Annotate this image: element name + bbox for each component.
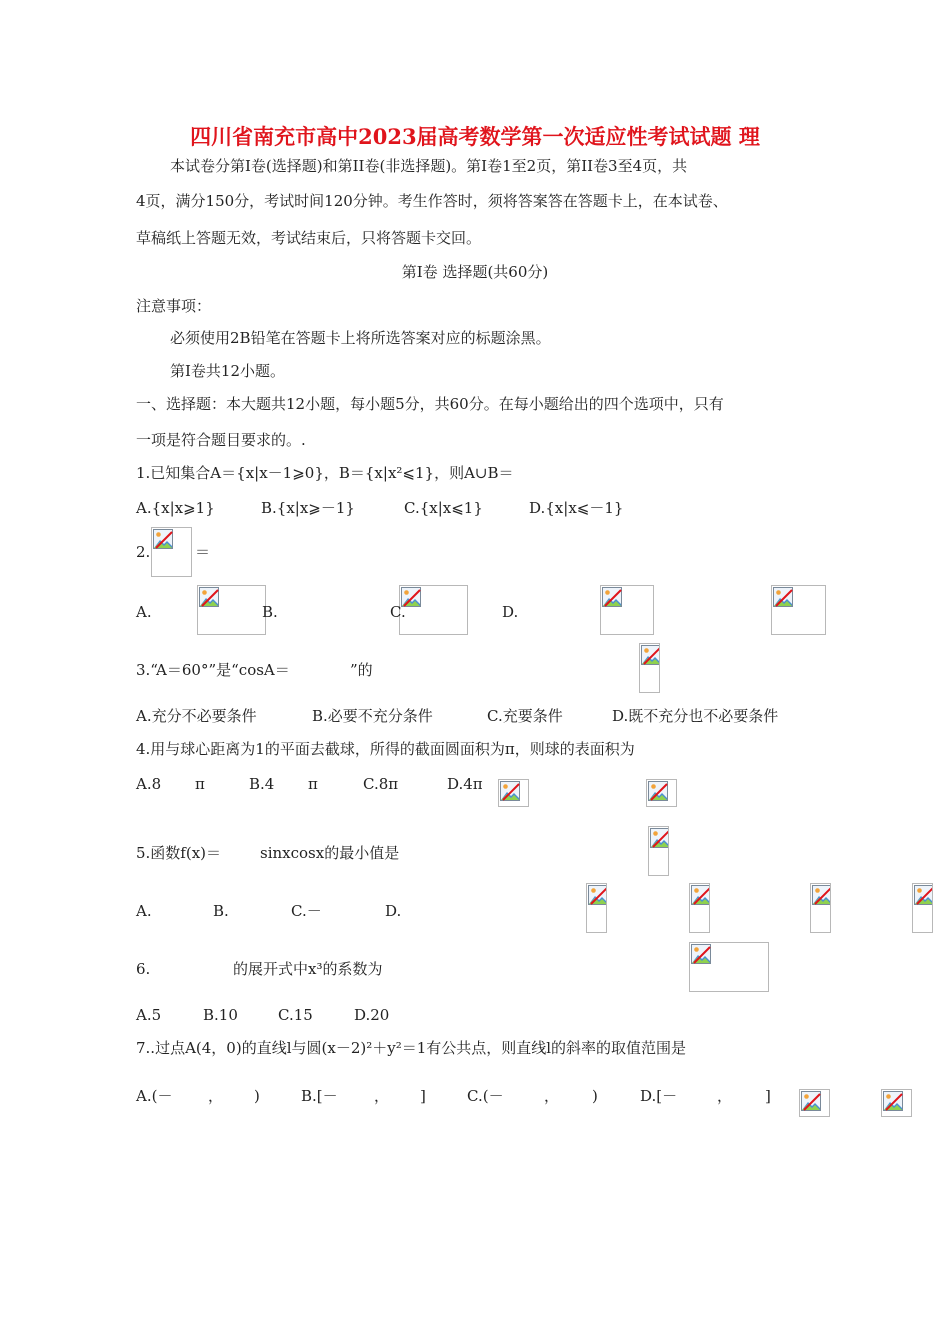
question-4-option-b-pi: π (308, 775, 318, 793)
question-7-option-b-close: ] (420, 1087, 426, 1105)
question-5-option-d: D. (385, 902, 402, 920)
question-7-option-b-comma: ， (374, 1087, 390, 1105)
question-5-option-a: A. (136, 902, 152, 920)
broken-image-icon (197, 585, 266, 635)
section-heading: 第Ⅰ卷 选择题(共60分) (401, 263, 549, 281)
question-7-option-d-comma: ， (717, 1087, 733, 1105)
question-6-option-d: D.20 (354, 1006, 390, 1024)
question-6-stem: 的展开式中x³的系数为 (233, 960, 383, 978)
question-4-stem: 4.用与球心距离为1的平面去截球，所得的截面圆面积为π，则球的表面积为 (136, 740, 635, 758)
question-7-option-d-open: D.[－ (640, 1087, 678, 1105)
question-5-option-c: C.－ (291, 902, 322, 920)
question-6-option-a: A.5 (136, 1006, 162, 1024)
note-line: 第Ⅰ卷共12小题。 (170, 362, 286, 380)
broken-image-icon (646, 779, 677, 807)
question-7-option-c-comma: ， (544, 1087, 560, 1105)
broken-image-icon (689, 942, 769, 992)
question-3-option-b: B.必要不充分条件 (312, 707, 433, 725)
question-2-option-d: D. (502, 603, 519, 621)
question-1-option-c: C.{x|x⩽1} (404, 499, 483, 517)
part-heading: 一、选择题：本大题共12小题，每小题5分，共60分。在每小题给出的四个选项中，只有 (136, 395, 724, 413)
broken-image-icon (799, 1089, 830, 1117)
question-1-stem: 1.已知集合A＝{x|x－1⩾0}，B＝{x|x²⩽1}，则A∪B＝ (136, 464, 514, 482)
question-6-label: 6. (136, 960, 151, 978)
question-1-option-a: A.{x|x⩾1} (136, 499, 215, 517)
broken-image-icon (771, 585, 826, 635)
question-7-option-c-close: ) (592, 1087, 598, 1105)
question-2-label: 2. (136, 543, 151, 561)
broken-image-icon (586, 883, 607, 933)
intro-line: 本试卷分第Ⅰ卷(选择题)和第II卷(非选择题)。第Ⅰ卷1至2页，第II卷3至4页，共 (170, 157, 688, 175)
question-4-option-a-pi: π (195, 775, 205, 793)
question-4-option-d: D.4π (447, 775, 483, 793)
intro-line: 草稿纸上答题无效，考试结束后，只将答题卡交回。 (136, 229, 482, 247)
question-4-option-b: B.4 (249, 775, 275, 793)
question-2-option-a: A. (136, 603, 152, 621)
broken-image-icon (912, 883, 933, 933)
broken-image-icon (600, 585, 654, 635)
intro-line: 4页，满分150分，考试时间120分钟。考生作答时，须将答案答在答题卡上，在本试卷、 (136, 192, 728, 210)
broken-image-icon (881, 1089, 912, 1117)
broken-image-icon (639, 643, 660, 693)
question-7-option-c-open: C.(－ (467, 1087, 504, 1105)
question-2-option-b: B. (262, 603, 278, 621)
exam-title: 四川省南充市高中2023届高考数学第一次适应性考试试题 理 (190, 124, 760, 149)
question-5-stem-start: 5.函数f(x)＝ (136, 844, 222, 862)
question-3-option-c: C.充要条件 (487, 707, 563, 725)
broken-image-icon (498, 779, 529, 807)
question-2-option-c: C. (390, 603, 406, 621)
broken-image-icon (810, 883, 831, 933)
question-4-option-c: C.8π (363, 775, 399, 793)
question-2-equals: ＝ (195, 543, 211, 561)
broken-image-icon (399, 585, 468, 635)
question-1-option-b: B.{x|x⩾－1} (261, 499, 355, 517)
question-1-option-d: D.{x|x⩽－1} (529, 499, 624, 517)
question-3-option-a: A.充分不必要条件 (136, 707, 257, 725)
question-5-stem-end: sinxcosx的最小值是 (260, 844, 400, 862)
broken-image-icon (648, 826, 669, 876)
question-7-option-a-close: ) (254, 1087, 260, 1105)
question-7-stem: 7..过点A(4，0)的直线l与圆(x－2)²＋y²＝1有公共点，则直线l的斜率的取值范围是 (136, 1039, 687, 1057)
question-7-option-a-open: A.(－ (136, 1087, 173, 1105)
broken-image-icon (689, 883, 710, 933)
note-line: 必须使用2B铅笔在答题卡上将所选答案对应的标题涂黑。 (170, 329, 551, 347)
broken-image-icon (151, 527, 192, 577)
question-4-option-a: A.8 (136, 775, 162, 793)
question-5-option-b: B. (213, 902, 229, 920)
question-7-option-d-close: ] (765, 1087, 771, 1105)
notes-heading: 注意事项： (136, 297, 212, 315)
question-6-option-c: C.15 (278, 1006, 313, 1024)
question-3-option-d: D.既不充分也不必要条件 (612, 707, 779, 725)
question-6-option-b: B.10 (203, 1006, 238, 1024)
question-7-option-b-open: B.[－ (301, 1087, 338, 1105)
question-7-option-a-comma: ， (208, 1087, 224, 1105)
question-3-stem-end: ”的 (350, 661, 373, 679)
question-3-stem-start: 3.“A＝60°”是“cosA＝ (136, 661, 290, 679)
part-heading: 一项是符合题目要求的。. (136, 431, 306, 449)
